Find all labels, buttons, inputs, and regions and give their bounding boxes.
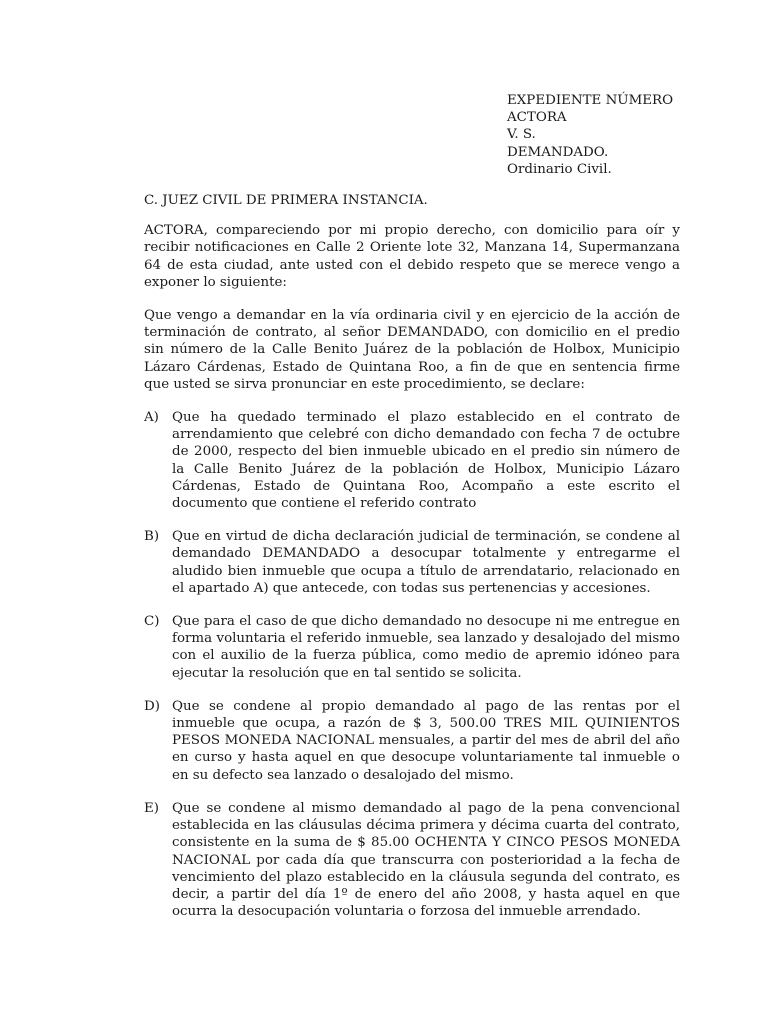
petition-item-c (144, 613, 680, 682)
intro-paragraph: ACTORA, compareciendo por mi propio derecho, con domicilio para oír y recibir notificaciones en Calle 2 Oriente lote 32, Manzana 14, Supermanzana 64 de esta ciudad, ante usted con el debido respeto que se merece vengo a exponer lo siguiente: (144, 223, 680, 290)
case-header-line-defendant: DEMANDADO. (507, 144, 609, 160)
petition-item-b (144, 528, 680, 597)
addressee-line: C. JUEZ CIVIL DE PRIMERA INSTANCIA. (144, 193, 428, 208)
case-header-line-case-type: Ordinario Civil. (507, 161, 612, 177)
petition-letter: A) (144, 410, 159, 426)
petition-text: Que ha quedado terminado el plazo establecido en el contrato de arrendamiento que celebré con dicho demandado con fecha 7 de octubre de 2000, respecto del bien inmueble ubicado en el predio sin número de la Calle Benito Juárez de la población de Holbox, Municipio Lázaro Cárdenas, Estado de Quintana Roo, Acompaño a este escrito el documento que contiene el referido contrato (172, 410, 680, 512)
claim-paragraph: Que vengo a demandar en la vía ordinaria civil y en ejercicio de la acción de terminación de contrato, al señor DEMANDADO, con domicilio en el predio sin número de la Calle Benito Juárez de la población de Holbox, Municipio Lázaro Cárdenas, Estado de Quintana Roo, a fin de que en sentencia firme que usted se sirva pronunciar en este procedimiento, se declare: (144, 308, 680, 392)
petition-item-d (144, 698, 680, 784)
petition-text: Que en virtud de dicha declaración judicial de terminación, se condene al demandado DEMANDADO a desocupar totalmente y entregarme el aludido bien inmueble que ocupa a título de arrendatario, relacionado en el apartado A) que antecede, con todas sus pertenencias y accesiones. (172, 529, 680, 596)
petition-list (144, 409, 680, 920)
petition-letter: C) (144, 614, 160, 630)
petition-text: Que se condene al propio demandado al pago de las rentas por el inmueble que ocupa, a razón de $ 3, 500.00 TRES MIL QUINIENTOS PESOS MONEDA NACIONAL mensuales, a partir del mes de abril del año en curso y hasta aquel en que desocupe voluntariamente tal inmueble o en su defecto sea lanzado o desalojado del mismo. (172, 698, 680, 783)
petition-letter: B) (144, 529, 160, 545)
petition-item-e (144, 800, 680, 920)
petition-text: Que se condene al mismo demandado al pago de la pena convencional establecida en las cláusulas décima primera y décima cuarta del contrato, consistente en la suma de $ 85.00 OCHENTA Y CINCO PESOS MONEDA NACIONAL por cada día que transcurra con posterioridad a la fecha de vencimiento del plazo establecido en la cláusula segunda del contrato, es decir, a partir del día 1º de enero del año 2008, y hasta aquel en que ocurra la desocupación voluntaria o forzosa del inmueble arrendado. (172, 800, 680, 920)
case-header (507, 92, 673, 178)
document-body (144, 192, 680, 936)
case-header-line-versus: V. S. (507, 127, 536, 143)
case-header-line-plaintiff: ACTORA (507, 110, 567, 126)
petition-item-a (144, 409, 680, 512)
petition-text: Que para el caso de que dicho demandado no desocupe ni me entregue en forma voluntaria el referido inmueble, sea lanzado y desalojado del mismo con el auxilio de la fuerza pública, como medio de apremio idóneo para ejecutar la resolución que en tal sentido se solicita. (172, 614, 680, 681)
petition-letter: D) (144, 698, 160, 714)
case-header-line-file-number: EXPEDIENTE NÚMERO (507, 93, 674, 108)
petition-letter: E) (144, 800, 159, 816)
